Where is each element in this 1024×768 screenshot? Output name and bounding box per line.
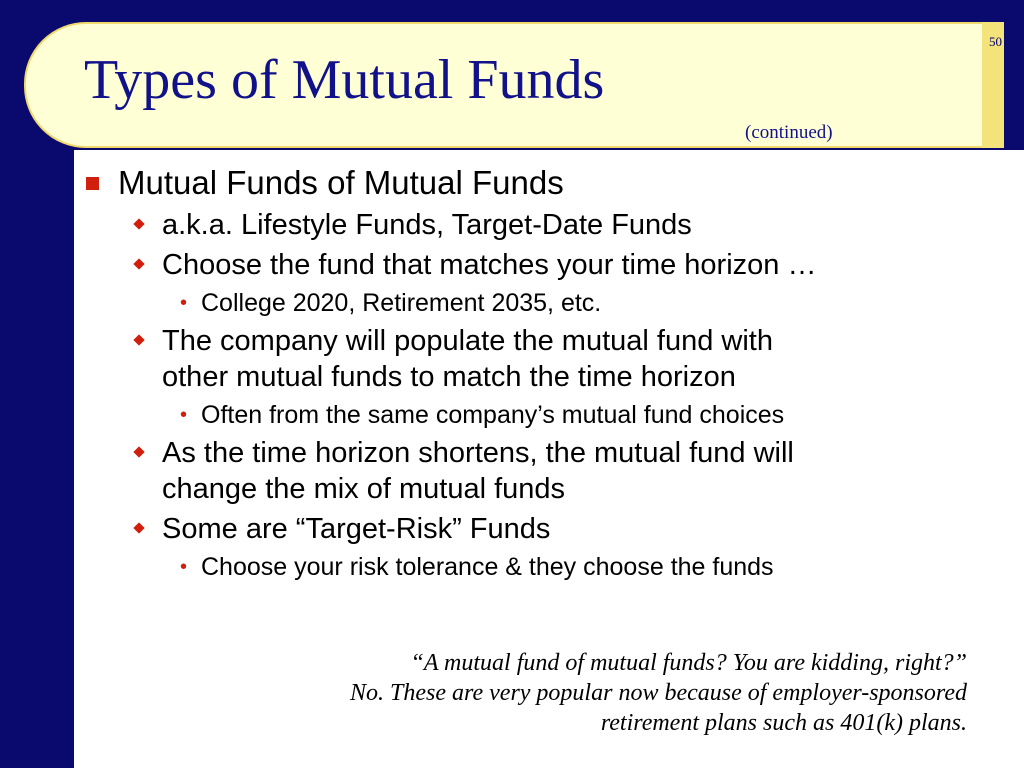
quote-block: [350, 648, 967, 738]
bullet-text: Choose the fund that matches your time horizon …: [162, 249, 817, 281]
quote-line: No. These are very popular now because of employer-sponsored: [350, 680, 967, 706]
slide-title: Types of Mutual Funds: [84, 49, 605, 111]
bullet-level3: [180, 399, 1006, 431]
bullet-level2: [162, 511, 1006, 547]
bullet-text: a.k.a. Lifestyle Funds, Target-Date Funds: [162, 209, 692, 241]
bullet-level2: [162, 207, 1006, 243]
bullet-text-line: change the mix of mutual funds: [162, 473, 566, 505]
dot-bullet-icon: •: [180, 292, 188, 314]
bullet-level3: [180, 287, 1006, 319]
diamond-bullet-icon: [133, 446, 144, 457]
diamond-bullet-icon: [133, 334, 144, 345]
dot-bullet-icon: •: [180, 556, 188, 578]
bullet-text: Mutual Funds of Mutual Funds: [118, 164, 564, 201]
bullet-level1: [86, 163, 1006, 203]
bullet-list: [86, 163, 1006, 583]
quote-line: retirement plans such as 401(k) plans.: [600, 710, 967, 736]
bullet-text-line: other mutual funds to match the time horizon: [162, 361, 736, 393]
bullet-text: Some are “Target-Risk” Funds: [162, 513, 551, 545]
square-bullet-icon: [86, 177, 99, 190]
bullet-level2: [162, 247, 1006, 283]
dot-bullet-icon: •: [180, 404, 188, 426]
bullet-text: College 2020, Retirement 2035, etc.: [201, 289, 602, 317]
bullet-level2: [162, 323, 1006, 395]
bullet-text: Often from the same company’s mutual fund choices: [201, 401, 785, 429]
quote-line: “A mutual fund of mutual funds? You are kidding, right?”: [410, 650, 967, 676]
diamond-bullet-icon: [133, 258, 144, 269]
bullet-text-line: The company will populate the mutual fund with: [162, 325, 773, 357]
diamond-bullet-icon: [133, 522, 144, 533]
bullet-level2: [162, 435, 1006, 507]
slide-number: 50: [989, 34, 1002, 49]
slide-subtitle: (continued): [745, 122, 833, 143]
diamond-bullet-icon: [133, 218, 144, 229]
bullet-text: Choose your risk tolerance & they choose the funds: [201, 553, 774, 581]
bullet-text-line: As the time horizon shortens, the mutual fund will: [162, 437, 794, 469]
bullet-level3: [180, 551, 1006, 583]
